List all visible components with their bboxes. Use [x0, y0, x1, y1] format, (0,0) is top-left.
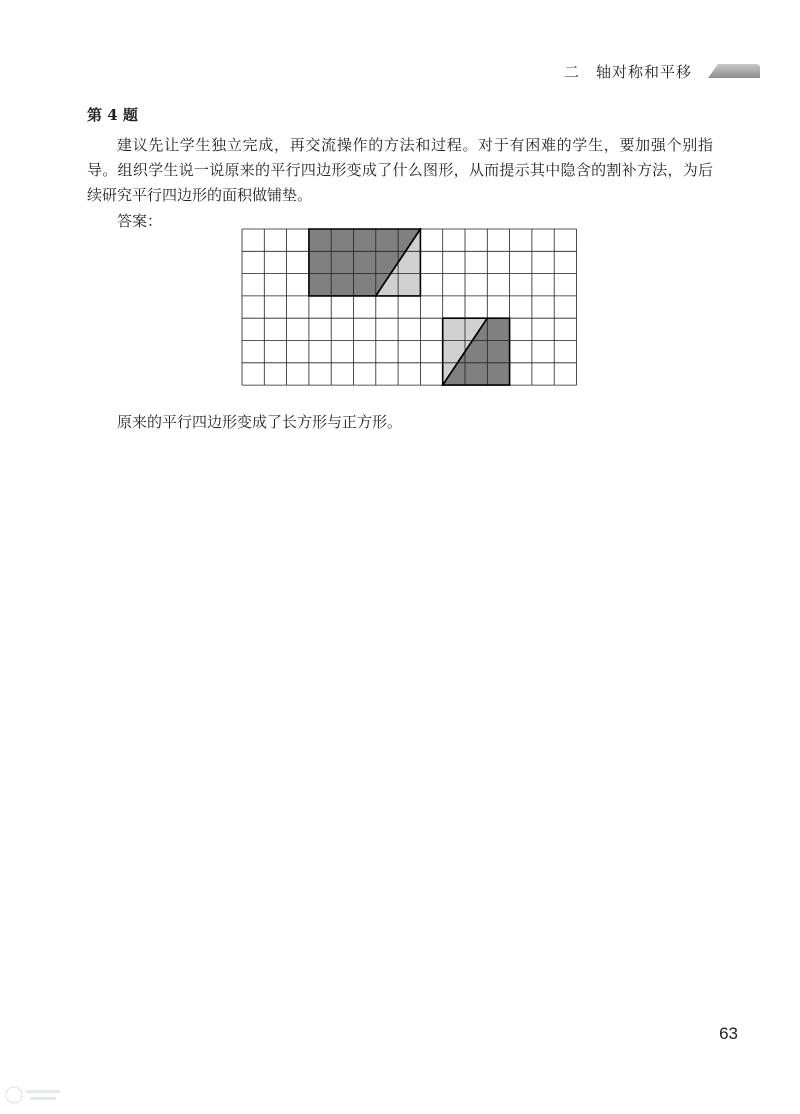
watermark-logo [4, 1082, 64, 1108]
answer-label: 答案： [117, 212, 163, 230]
chapter-tab-decoration [708, 64, 760, 78]
answer-conclusion: 原来的平行四边形变成了长方形与正方形。 [117, 413, 403, 431]
grid-figure [241, 228, 581, 386]
teaching-suggestion-paragraph: 建议先让学生独立完成，再交流操作的方法和过程。对于有困难的学生，要加强个别指导。组织学生说一说原来的平行四边形变成了什么图形，从而提示其中隐含的割补方法，为后续研究平行四边形的面积做铺垫。 [87, 136, 713, 204]
problem-heading: 第 4 题 [87, 106, 138, 124]
running-header [564, 58, 760, 84]
page-number: 63 [719, 1024, 738, 1043]
chapter-title: 二 轴对称和平移 [563, 62, 692, 81]
